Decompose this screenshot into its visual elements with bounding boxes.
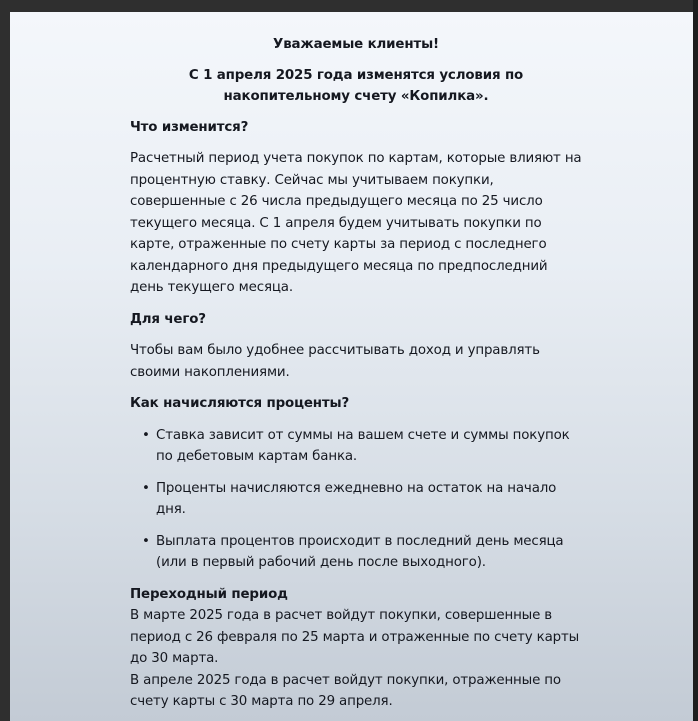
section-text-transition-march: В марте 2025 года в расчет войдут покупки, совершенные в период с 26 февраля по 25 марта и отраженные по счету карты до 30 марта. [130, 608, 580, 666]
section-heading-transition: Переходный период [130, 586, 288, 602]
section-heading-what-changes: Что изменится? [130, 119, 249, 135]
bullet-icon: • [142, 533, 150, 549]
bullet-icon: • [142, 427, 150, 443]
bullet-text: Выплата процентов происходит в последний день месяца (или в первый рабочий день после выходного). [156, 533, 564, 570]
notice-content [130, 34, 582, 713]
section-heading-interest: Как начисляются проценты? [130, 396, 350, 411]
list-item [142, 531, 582, 574]
transition-section [130, 584, 582, 713]
bullet-text: Проценты начисляются ежедневно на остаток на начало дня. [156, 480, 557, 517]
list-item [142, 478, 582, 521]
notice-panel [10, 12, 693, 721]
window-edge [693, 0, 698, 721]
section-text-why: Чтобы вам было удобнее рассчитывать доход и управлять своими накоплениями. [130, 343, 540, 380]
interest-bullet-list [130, 425, 582, 574]
greeting: Уважаемые клиенты! [273, 37, 439, 52]
section-text-transition-april: В апреле 2025 года в расчет войдут покупки, отраженные по счету карты с 30 марта по 29 апреля. [130, 672, 561, 709]
section-heading-why: Для чего? [130, 311, 206, 327]
section-text-what-changes: Расчетный период учета покупок по картам, которые влияют на процентную ставку. Сейчас мы учитываем покупки, совершенные с 26 числа предыдущего месяца по 25 число текущего месяца. С 1 апреля будем учитывать покупки по карте, отраженные по счету карты за период с последнего календарного дня предыдущего месяца по предпоследний день текущего месяца. [130, 151, 582, 295]
headline: С 1 апреля 2025 года изменятся условия по накопительному счету «Копилка». [188, 67, 524, 104]
list-item [142, 425, 582, 468]
bullet-icon: • [142, 480, 150, 496]
bullet-text: Ставка зависит от суммы на вашем счете и суммы покупок по дебетовым картам банка. [156, 427, 570, 464]
